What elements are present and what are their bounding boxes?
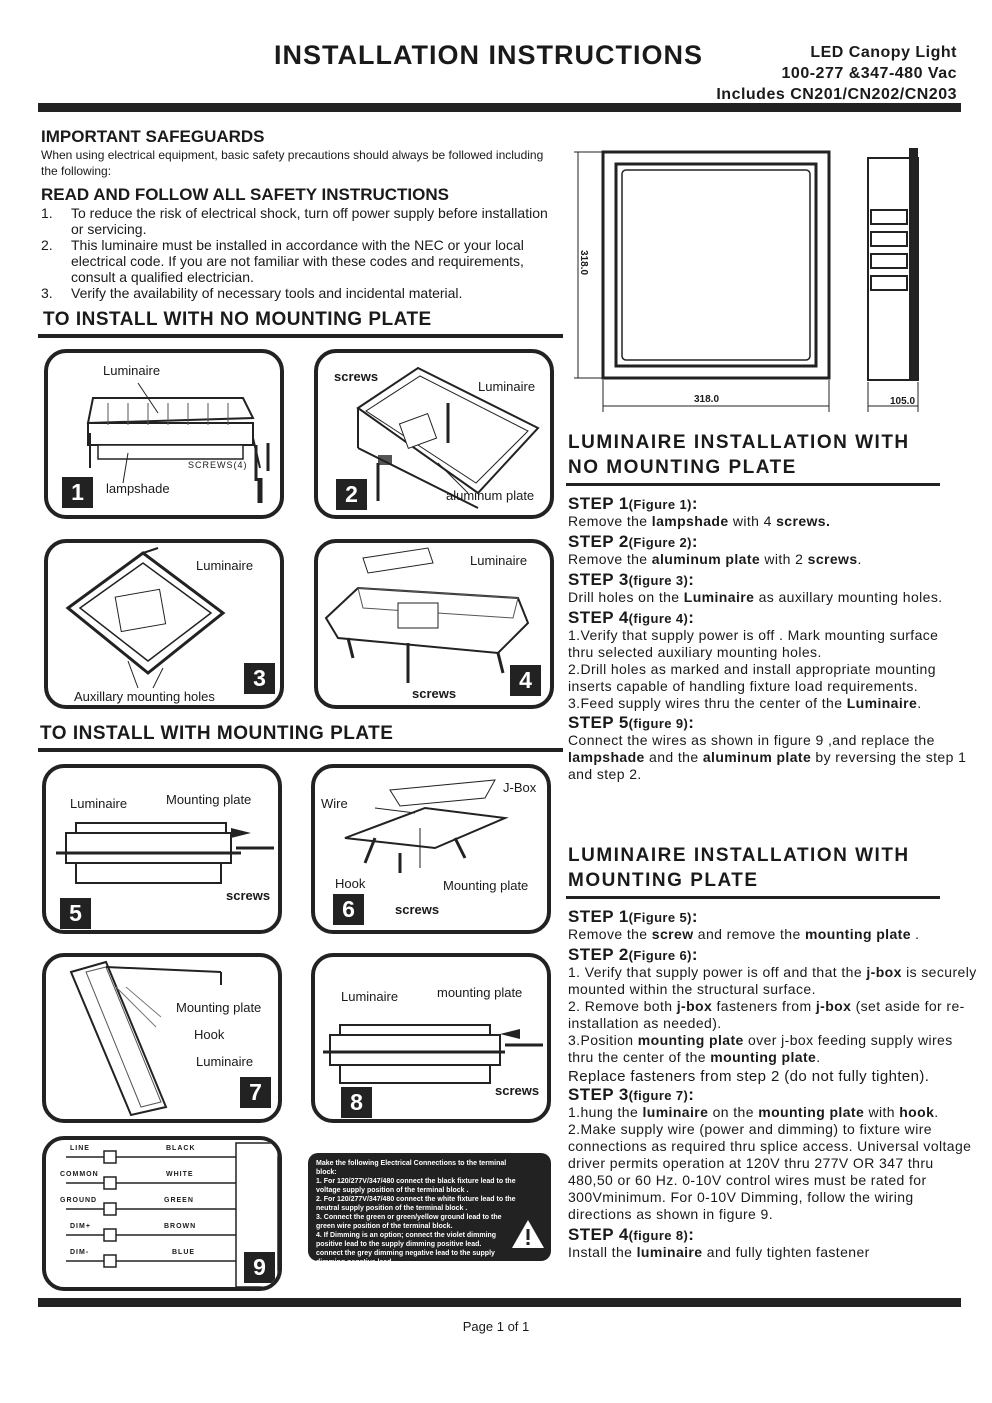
plate-steps <box>568 908 978 1261</box>
figure-number: 8 <box>341 1087 372 1118</box>
product-voltage: 100-277 &347-480 Vac <box>781 65 957 82</box>
label-screws: SCREWS(4) <box>188 460 248 470</box>
wire-right-label: GREEN <box>164 1197 194 1204</box>
product-info <box>716 42 957 105</box>
label-luminaire: Luminaire <box>196 1054 254 1069</box>
label-wire: Wire <box>321 796 348 811</box>
step-5: STEP 5(figure 9): Connect the wires as shown in figure 9 ,and replace the lampshade and the aluminum plate by reversing the step 1 and step 2. <box>568 713 967 782</box>
label-mounting-plate: Mounting plate <box>443 878 529 893</box>
section-divider <box>38 334 563 338</box>
section-divider <box>566 896 940 899</box>
figure-5-panel <box>42 764 282 934</box>
page-number: Page 1 of 1 <box>462 1319 530 1334</box>
wiring-note <box>308 1153 551 1266</box>
figure-number: 3 <box>244 663 275 694</box>
label-jbox: J-Box <box>503 780 537 795</box>
label-mounting-plate: Mounting plate <box>176 1000 262 1015</box>
wiring-note-text: Make the following Electrical Connections to the terminal block: 1. For 120/277V/347/480 connect the black fixture lead to the voltage supply position of the terminal block . 2. For 120/277V/347/480 connect the white fixture lead to the neutral supply position of the terminal block . 3. Connect the green or green/yellow ground lead to the green wire position of the terminal block. 4. If Dimming is an option; connect the violet dimming positive lead to the supply dimming positive lead. connect the grey dimming negative lead to the supply dimming negative lead. <box>316 1160 516 1266</box>
label-screws: screws <box>226 888 271 903</box>
wire-right-label: BROWN <box>164 1223 197 1230</box>
figure-number: 1 <box>62 477 93 508</box>
dimension-depth: 105.0 <box>890 396 916 407</box>
label-lampshade: lampshade <box>106 481 170 496</box>
figure-1-panel <box>44 349 284 519</box>
figure-number: 6 <box>333 894 364 925</box>
figure-2-panel <box>314 349 554 519</box>
section-no-plate-heading: TO INSTALL WITH NO MOUNTING PLATE <box>43 309 432 330</box>
step-3: STEP 3(figure 3): Drill holes on the Luminaire as auxillary mounting holes. <box>568 570 943 605</box>
wire-left-label: COMMON <box>60 1171 99 1178</box>
safety-item: 2. This luminaire must be installed in accordance with the NEC or your local electrical code. If you are not familiar with these codes and requirements, consult a qualified electrician. <box>41 237 524 285</box>
figure-number: 2 <box>336 479 367 510</box>
figure-number: 5 <box>60 898 91 929</box>
dimension-height: 318.0 <box>578 249 590 276</box>
plate-steps-heading: LUMINAIRE INSTALLATION WITH MOUNTING PLATE <box>568 845 910 891</box>
label-screws: screws <box>395 902 440 917</box>
step-2: STEP 2(Figure 2): Remove the aluminum plate with 2 screws. <box>568 532 862 567</box>
step-4: STEP 4(figure 4): 1.Verify that supply power is off . Mark mounting surface thru selected auxiliary mounting holes. 2.Drill holes as marked and install appropriate mounting inserts capable of handling fixture load requirements. 3.Feed supply wires thru the center of the Luminaire. <box>568 608 939 711</box>
label-aluminum-plate: aluminum plate <box>446 488 535 503</box>
wire-left-label: DIM- <box>70 1249 90 1256</box>
dimension-drawings <box>568 140 968 415</box>
read-follow-heading: READ AND FOLLOW ALL SAFETY INSTRUCTIONS <box>41 185 449 204</box>
safety-item: 3. Verify the availability of necessary tools and incidental material. <box>41 285 463 301</box>
label-aux-holes: Auxillary mounting holes <box>74 689 215 704</box>
figure-7-panel <box>42 953 282 1123</box>
figure-number: 7 <box>240 1077 271 1108</box>
wire-left-label: DIM+ <box>70 1223 91 1230</box>
label-screws: screws <box>495 1083 540 1098</box>
warning-icon <box>511 1219 545 1249</box>
header-divider <box>38 103 961 112</box>
wire-left-label: GROUND <box>60 1197 98 1204</box>
figure-4-panel <box>314 539 554 709</box>
label-luminaire: Luminaire <box>103 363 161 378</box>
step-2: STEP 2(Figure 6): 1. Verify that supply power is off and that the j-box is securely mounted within the structural surface. 2. Remove both j-box fasteners from j-box (set aside for re-installation as needed). 3.Position mounting plate over j-box feeding supply wires thru the center of the mounting plate. Replace fasteners from step 2 (do not fully tighten). <box>568 945 977 1085</box>
wire-left-label: LINE <box>70 1145 90 1152</box>
no-plate-steps <box>568 495 968 783</box>
label-luminaire: Luminaire <box>341 989 399 1004</box>
product-name: LED Canopy Light <box>810 44 957 61</box>
label-mounting-plate: Mounting plate <box>166 792 252 807</box>
label-luminaire: Luminaire <box>478 379 536 394</box>
figure-number: 4 <box>510 665 541 696</box>
step-1: STEP 1(Figure 1): Remove the lampshade with 4 screws. <box>568 494 831 529</box>
footer-divider <box>38 1298 961 1307</box>
label-luminaire: Luminaire <box>70 796 128 811</box>
figure-6-panel <box>311 764 551 934</box>
wire-right-label: BLACK <box>166 1145 196 1152</box>
label-luminaire: Luminaire <box>196 558 254 573</box>
front-view-drawing <box>568 140 968 415</box>
wire-right-label: BLUE <box>172 1249 196 1256</box>
figure-9-panel <box>42 1136 282 1291</box>
figure-8-panel <box>311 953 551 1123</box>
safety-item: 1. To reduce the risk of electrical shock, turn off power supply before installation or servicing. <box>41 205 548 237</box>
section-divider <box>38 748 563 752</box>
figure-3-panel <box>44 539 284 709</box>
product-models: Includes CN201/CN202/CN203 <box>716 86 957 103</box>
safeguards-intro: When using electrical equipment, basic safety precautions should always be followed including the following: <box>41 148 544 178</box>
label-screws: screws <box>334 369 379 384</box>
wire-right-label: WHITE <box>166 1171 194 1178</box>
step-4: STEP 4(figure 8): Install the luminaire and fully tighten fastener <box>568 1225 870 1260</box>
page-title: INSTALLATION INSTRUCTIONS <box>274 40 703 70</box>
label-mounting-plate: mounting plate <box>437 985 523 1000</box>
safeguards-heading: IMPORTANT SAFEGUARDS <box>41 127 265 146</box>
safeguards-block <box>41 127 551 301</box>
section-divider <box>566 483 940 486</box>
label-screws: screws <box>412 686 457 701</box>
no-plate-steps-heading: LUMINAIRE INSTALLATION WITH NO MOUNTING PLATE <box>568 432 910 478</box>
step-1: STEP 1(Figure 5): Remove the screw and remove the mounting plate . <box>568 907 920 942</box>
section-with-plate-heading: TO INSTALL WITH MOUNTING PLATE <box>40 723 394 744</box>
figure-number: 9 <box>244 1252 275 1283</box>
dimension-width: 318.0 <box>694 394 720 405</box>
label-luminaire: Luminaire <box>470 553 528 568</box>
label-hook: Hook <box>194 1027 225 1042</box>
safety-list <box>41 205 551 301</box>
step-3: STEP 3(figure 7): 1.hung the luminaire on the mounting plate with hook. 2.Make supply wire (power and dimming) to fixture wire connections as required thru splice access. Universal voltage driver permits operation at 120V thru 277V OR 347 thru 480,50 or 60 Hz. 0-10V control wires must be rated for 300Vminimum. For 0-10V Dimming, follow the wiring directions as shown in figure 9. <box>568 1085 972 1222</box>
label-hook: Hook <box>335 876 366 891</box>
